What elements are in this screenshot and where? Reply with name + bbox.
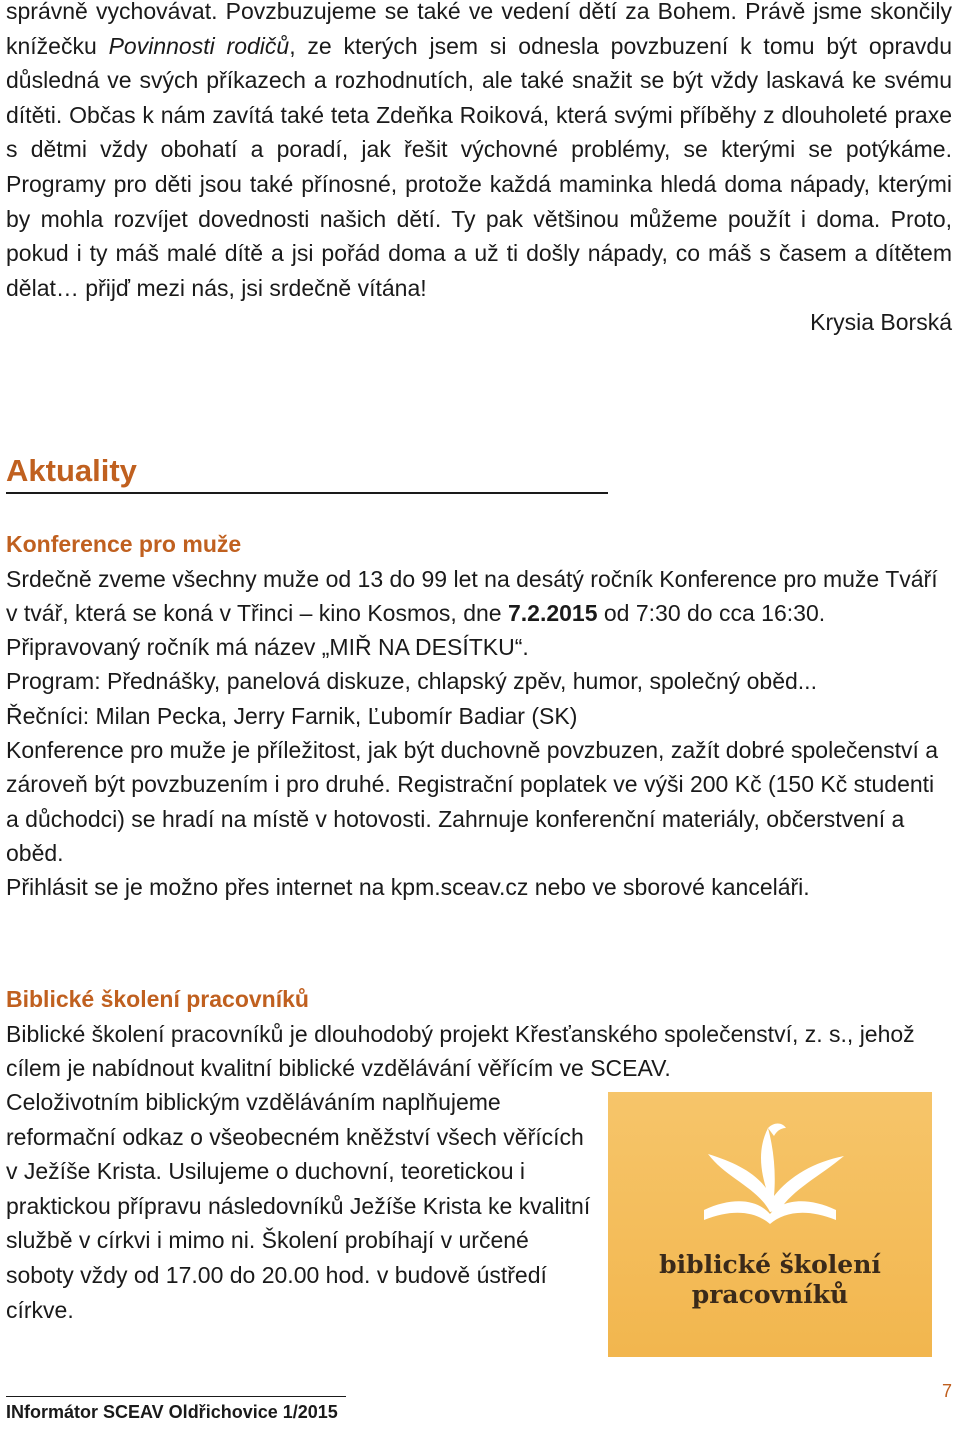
publication-footer: INformátor SCEAV Oldřichovice 1/2015 — [6, 1402, 338, 1422]
intro-text-end: , ze kterých jsem si odnesla povzbuzení k tomu být opravdu důsledná ve svých příkazech a rozhodnutích, ale také snažit se být vždy laskavá ke svému dítěti. Občas k nám zavítá také teta Zdeňka Roiková, která svými příběhy z dlouholeté praxe s dětmi vždy obohatí a poradí, jak řešit výchovné problémy, se kterými se potýkáme. Programy pro děti jsou také přínosné, protože každá maminka hledá doma nápady, kterými by mohla rozvíjet dovednosti našich dětí. Ty pak většinou můžeme použít i doma. Proto, pokud i ty máš malé dítě a jsi pořád doma a už ti došly nápady, co máš s časem a dítětem dělat… přijď mezi nás, jsi srdečně vítána! — [6, 32, 953, 301]
intro-paragraph — [6, 0, 952, 305]
conference-speakers-line: Řečníci: Milan Pecka, Jerry Farnik, Ľubomír Badiar (SK) — [6, 702, 578, 729]
conference-program-line: Program: Přednášky, panelová diskuze, chlapský zpěv, humor, společný oběd... — [6, 668, 817, 695]
news-heading: Aktuality — [6, 453, 137, 488]
footer-rule — [6, 1396, 346, 1397]
conference-invitation-text: Srdečně zveme všechny muže od 13 do 99 let na desátý ročník Konference pro muže Tváří v tvář, která se koná v Třinci – kino Kosmos, dne — [6, 565, 938, 626]
conference-name-line: Připravovaný ročník má název „MIŘ NA DESÍTKU“. — [6, 634, 529, 661]
intro-section — [6, 0, 952, 340]
bible-training-title: Biblické školení pracovníků — [6, 986, 309, 1012]
conference-signup-line: Přihlásit se je možno přes internet na kpm.sceav.cz nebo ve sborové kanceláři. — [6, 874, 810, 901]
conference-title: Konference pro muže — [6, 531, 242, 557]
bible-training-section — [6, 982, 952, 1323]
dove-book-icon — [608, 1092, 932, 1252]
bible-training-body-wrap — [6, 1085, 596, 1327]
conference-section — [6, 527, 952, 905]
article-author: Krysia Borská — [810, 309, 952, 336]
page-number: 7 — [941, 1381, 952, 1401]
book-title: Povinnosti rodičů — [108, 32, 290, 59]
conference-body: Konference pro muže je příležitost, jak být duchovně povzbuzen, zažít dobré společenství a zároveň být povzbuzením i pro druhé. Registrační poplatek ve výši 200 Kč (150 Kč studenti a důchodci) se hradí na místě v hotovosti. Zahrnuje konferenční materiály, občerstvení a oběd. — [6, 737, 939, 866]
bible-training-intro: Biblické školení pracovníků je dlouhodobý projekt Křesťanského společenství, z. s., jehož cílem je nabídnout kvalitní biblické vzdělávání věřícím ve SCEAV. — [6, 1020, 915, 1082]
logo-text-line1: biblické školení — [659, 1250, 881, 1279]
bible-training-logo — [608, 1092, 932, 1357]
bible-training-body: Celoživotním biblickým vzděláváním naplňujeme reformační odkaz o všeobecném kněžství všech věřících v Ježíše Krista. Usilujeme o duchovní, teoretickou i praktickou přípravu následovníků Ježíše Krista ke kvalitní službě v církvi i mimo ni. Školení probíhají v určené soboty vždy od 17.00 do 20.00 hod. v budově ústředí církve. — [6, 1089, 591, 1323]
conference-invitation — [6, 562, 952, 631]
conference-time: od 7:30 do cca 16:30. — [597, 599, 826, 626]
conference-date: 7.2.2015 — [507, 599, 598, 626]
heading-underline — [6, 492, 608, 494]
intro-text-start: správně vychovávat. Povzbuzujeme se také ve vedení dětí za Bohem. Právě jsme skončily knížečku — [6, 0, 952, 59]
logo-text-line2: pracovníků — [691, 1280, 849, 1309]
